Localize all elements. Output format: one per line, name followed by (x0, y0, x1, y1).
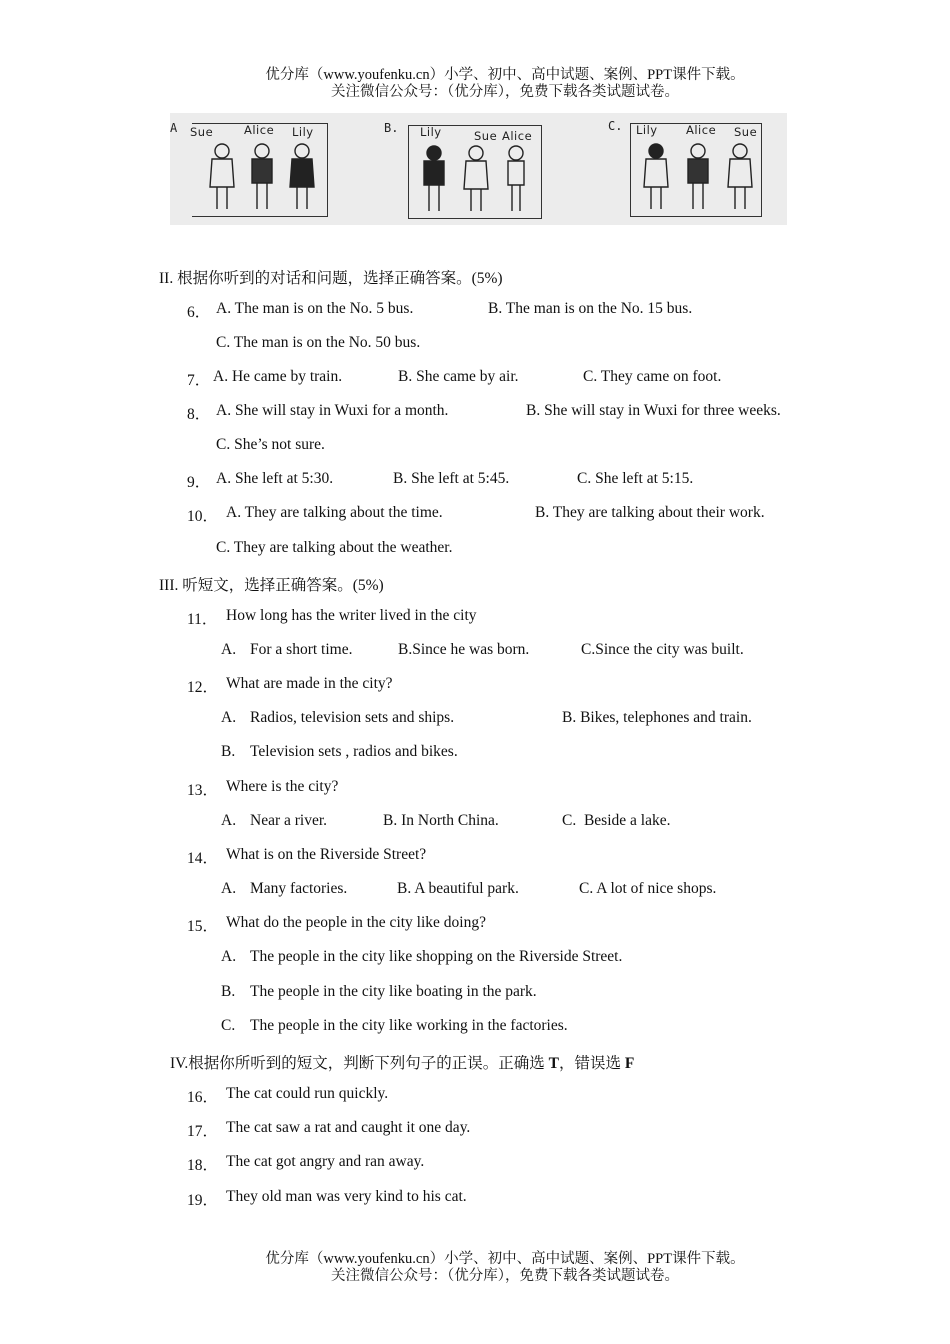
question-number: 10． (187, 508, 219, 525)
option-c: C. A lot of nice shops. (579, 880, 717, 897)
statement-text: The cat got angry and ran away. (226, 1153, 425, 1170)
option-b: B. Bikes, telephones and train. (562, 709, 752, 726)
name-tag: Sue (474, 129, 498, 143)
question-number: 17． (187, 1123, 219, 1140)
section-4-title-text: IV.根据你所听到的短文，判断下列句子的正误。正确选 (170, 1055, 549, 1072)
option-a: A. She will stay in Wuxi for a month. (216, 402, 449, 419)
option-c: C. They came on foot. (583, 368, 722, 385)
option-b: B. A beautiful park. (397, 880, 519, 897)
header-line-2: 关注微信公众号：（优分库），免费下载各类试题试卷。 (331, 84, 679, 100)
question-number: 19． (187, 1192, 219, 1209)
section-3-title: III. 听短文，选择正确答案。(5%) (159, 577, 384, 594)
question-text: What is on the Riverside Street? (226, 846, 427, 863)
option-c: C. She left at 5:15. (577, 470, 694, 487)
page-footer (0, 1251, 950, 1285)
option-letter: B. (221, 983, 236, 1000)
option-b: B. They are talking about their work. (535, 504, 765, 521)
question-number: 15． (187, 918, 219, 935)
option-c: C. Beside a lake. (562, 812, 671, 829)
statement-text: They old man was very kind to his cat. (226, 1188, 467, 1205)
name-tag: Lily (292, 125, 314, 139)
footer-line-1: 优分库（www.youfenku.cn）小学、初中、高中试题、案例、PPT课件下载。 (265, 1251, 745, 1267)
option-a: Radios, television sets and ships. (250, 709, 455, 726)
question-number: 8． (187, 406, 211, 423)
section-2-title: II. 根据你听到的对话和问题，选择正确答案。(5%) (159, 270, 503, 287)
option-b: The people in the city like boating in the park. (250, 983, 537, 1000)
option-b: B. The man is on the No. 15 bus. (488, 300, 693, 317)
children-figures (208, 141, 328, 215)
picture-strip (170, 113, 787, 225)
option-letter: A. (221, 880, 237, 897)
statement-text: The cat saw a rat and caught it one day. (226, 1119, 471, 1136)
option-c: C. She’s not sure. (216, 436, 325, 453)
option-b: B. She came by air. (398, 368, 519, 385)
name-tag: Lily (420, 125, 442, 139)
option-a: For a short time. (250, 641, 353, 658)
question-number: 18． (187, 1157, 219, 1174)
name-tag: Alice (502, 129, 533, 143)
name-tag: Alice (686, 123, 717, 137)
name-tag: Sue (190, 125, 214, 139)
option-b: B. She will stay in Wuxi for three weeks. (526, 402, 781, 419)
name-tag: Lily (636, 123, 658, 137)
question-number: 9． (187, 474, 211, 491)
picture-b (384, 119, 554, 219)
name-tag: Sue (734, 125, 758, 139)
question-text: What are made in the city? (226, 675, 393, 692)
question-text: Where is the city? (226, 778, 339, 795)
picture-b-label: B. (384, 121, 399, 135)
option-b: B.Since he was born. (398, 641, 530, 658)
page-header (0, 67, 950, 101)
question-number: 11． (187, 611, 218, 628)
option-a: A. She left at 5:30. (216, 470, 334, 487)
picture-a-label: A (170, 121, 178, 135)
option-letter: B. (221, 743, 236, 760)
option-a: Near a river. (250, 812, 328, 829)
footer-line-2: 关注微信公众号：（优分库），免费下载各类试题试卷。 (331, 1268, 679, 1284)
option-letter: A. (221, 709, 237, 726)
question-text: How long has the writer lived in the city (226, 607, 477, 624)
question-number: 14． (187, 850, 219, 867)
option-a: A. The man is on the No. 5 bus. (216, 300, 414, 317)
option-a: A. They are talking about the time. (226, 504, 443, 521)
option-c: C. They are talking about the weather. (216, 539, 453, 556)
section-4-title-mid: ，错误选 (558, 1055, 625, 1072)
false-mark: F (624, 1055, 635, 1072)
question-number: 16． (187, 1089, 219, 1106)
option-a: Many factories. (250, 880, 348, 897)
option-b: B. In North China. (383, 812, 499, 829)
option-c: The people in the city like working in the factories. (250, 1017, 568, 1034)
question-number: 7． (187, 372, 211, 389)
section-4-title (170, 1051, 634, 1073)
statement-text: The cat could run quickly. (226, 1085, 389, 1102)
picture-c (606, 119, 786, 219)
header-line-1: 优分库（www.youfenku.cn）小学、初中、高中试题、案例、PPT课件下载。 (265, 67, 745, 83)
option-c: C. The man is on the No. 50 bus. (216, 334, 421, 351)
option-letter: A. (221, 948, 237, 965)
option-a: A. He came by train. (213, 368, 343, 385)
option-letter: A. (221, 812, 237, 829)
question-number: 6． (187, 304, 211, 321)
option-letter: C. (221, 1017, 236, 1034)
children-figures (420, 143, 540, 217)
option-b: B. She left at 5:45. (393, 470, 510, 487)
option-c: C.Since the city was built. (581, 641, 744, 658)
picture-c-label: C. (608, 119, 623, 133)
question-number: 12． (187, 679, 219, 696)
option-c: Television sets , radios and bikes. (250, 743, 458, 760)
picture-a (170, 119, 340, 219)
option-a: The people in the city like shopping on the Riverside Street. (250, 948, 623, 965)
question-number: 13． (187, 782, 219, 799)
question-text: What do the people in the city like doing? (226, 914, 486, 931)
name-tag: Alice (244, 123, 275, 137)
option-letter: A. (221, 641, 237, 658)
true-mark: T (548, 1055, 559, 1072)
children-figures (642, 141, 762, 215)
